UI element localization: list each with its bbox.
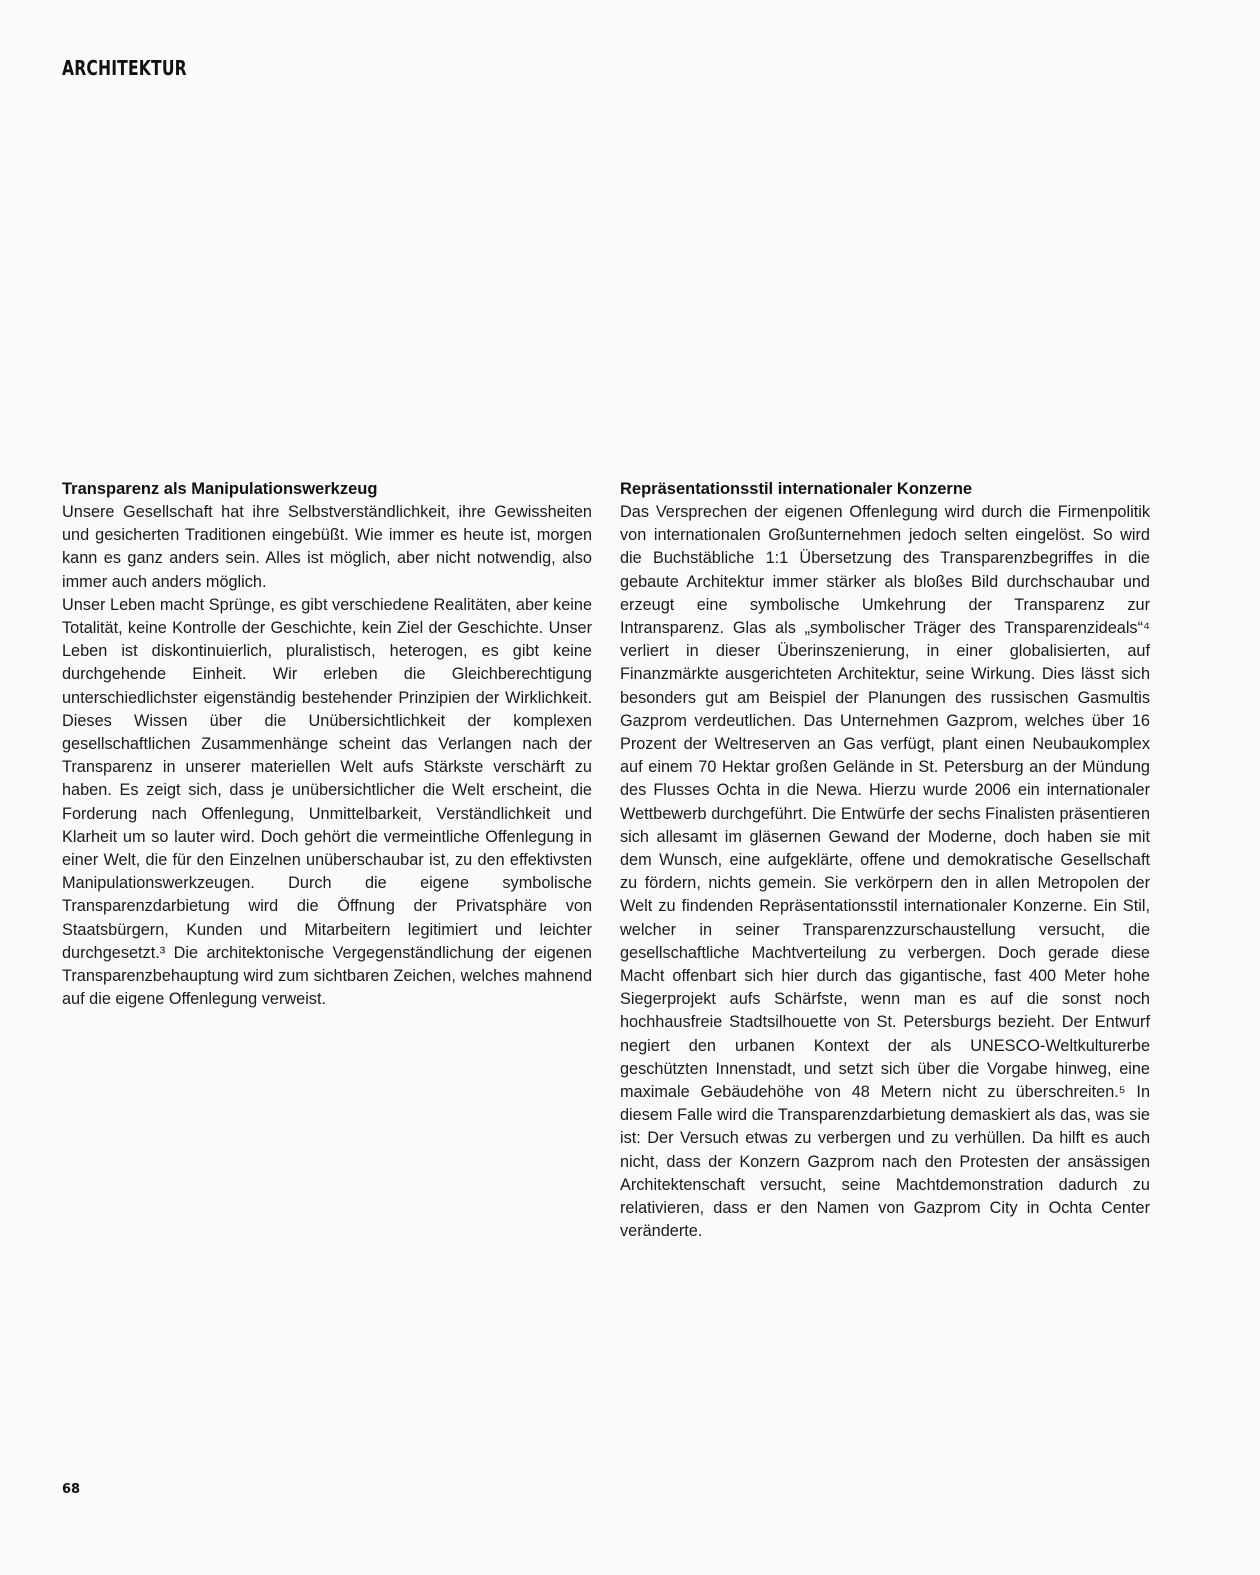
page-number: 68 [62,1482,81,1497]
left-column [62,478,592,1011]
left-column-heading: Transparenz als Manipulationswerkzeug [62,480,378,498]
section-header: ARCHITEKTUR [62,56,187,80]
left-paragraph-1: Unsere Gesellschaft hat ihre Selbstverständlichkeit, ihre Gewissheiten und gesicherten Traditionen eingebüßt. Wie immer es heute ist, morgen kann es ganz anders sein. Alles ist möglich, aber nicht notwendig, also immer auch anders möglich. [62,503,592,591]
left-paragraph-2: Unser Leben macht Sprünge, es gibt verschiedene Realitäten, aber keine Totalität, keine Kontrolle der Geschichte, kein Ziel der Geschichte. Unser Leben ist diskontinuierlich, pluralistisch, heterogen, es gibt keine durchgehende Einheit. Wir erleben die Gleichberechtigung unterschiedlichster eigenständig bestehender Prinzipien der Wirklichkeit. Dieses Wissen über die Unübersichtlichkeit der komplexen gesellschaftlichen Zusammenhänge scheint das Verlangen nach der Transparenz in unserer materiellen Welt aufs Stärkste verschärft zu haben. Es zeigt sich, dass je unübersichtlicher die Welt erscheint, die Forderung nach Offenlegung, Unmittelbarkeit, Verständlichkeit und Klarheit um so lauter wird. Doch gehört die vermeintliche Offenlegung in einer Welt, die für den Einzelnen unüberschaubar ist, zu den effektivsten Manipulationswerkzeugen. Durch die eigene symbolische Transparenzdarbietung wird die Öffnung der Privatsphäre von Staatsbürgern, Kunden und Mitarbeitern legitimiert und leichter durchgesetzt.³ Die architektonische Vergegenständlichung der eigenen Transparenzbehauptung wird zum sichtbaren Zeichen, welches mahnend auf die eigene Offenlegung verweist. [62,595,592,1009]
right-column [620,478,1150,1244]
right-column-heading: Repräsentationsstil internationaler Konzerne [620,480,973,498]
right-paragraph-1: Das Versprechen der eigenen Offenlegung wird durch die Firmenpolitik von internationalen Großunternehmen jedoch selten eingelöst. So wird die Buchstäbliche 1:1 Übersetzung des Transparenzbegriffes in die gebaute Architektur immer stärker als bloßes Bild durchschaubar und erzeugt eine symbolische Umkehrung der Transparenz zur Intransparenz. Glas als „symbolischer Träger des Transparenzideals“⁴ verliert in dieser Überinszenierung, in einer globalisierten, auf Finanzmärkte ausgerichteten Architektur, seine Wirkung. Dies lässt sich besonders gut am Beispiel der Planungen des russischen Gasmultis Gazprom verdeutlichen. Das Unternehmen Gazprom, welches über 16 Prozent der Weltreserven an Gas verfügt, plant einen Neubaukomplex auf einem 70 Hektar großen Gelände in St. Petersburg an der Mündung des Flusses Ochta in die Newa. Hierzu wurde 2006 ein internationaler Wettbewerb durchgeführt. Die Entwürfe der sechs Finalisten präsentieren sich allesamt im gläsernen Gewand der Moderne, doch haben sie mit dem Wunsch, eine aufgeklärte, offene und demokratische Gesellschaft zu fördern, nichts gemein. Sie verkörpern den in allen Metropolen der Welt zu findenden Repräsentationsstil internationaler Konzerne. Ein Stil, welcher in seiner Transparenzzurschaustellung versucht, die gesellschaftliche Machtverteilung zu verbergen. Doch gerade diese Macht offenbart sich hier durch das gigantische, fast 400 Meter hohe Siegerprojekt aufs Schärfste, wenn man es auf die sonst noch hochhausfreie Stadtsilhouette von St. Petersburgs bezieht. Der Entwurf negiert den urbanen Kontext der als UNESCO-Weltkulturerbe geschützten Innenstadt, und setzt sich über die Vorgabe hinweg, eine maximale Gebäudehöhe von 48 Metern nicht zu überschreiten.⁵ In diesem Falle wird die Transparenzdarbietung demaskiert als das, was sie ist: Der Versuch etwas zu verbergen und zu verhüllen. Da hilft es auch nicht, dass der Konzern Gazprom nach den Protesten der ansässigen Architektenschaft versucht, seine Machtdemonstration dadurch zu relativieren, dass er den Namen von Gazprom City in Ochta Center veränderte. [620,503,1150,1241]
